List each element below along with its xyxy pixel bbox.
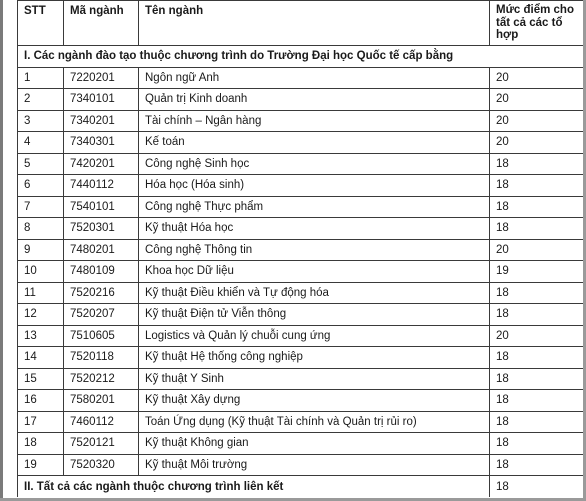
cell-ten-nganh: Khoa học Dữ liệu: [139, 261, 490, 283]
section-heading-2: II. Tất cả các ngành thuộc chương trình liên kết: [18, 476, 490, 498]
cell-ten-nganh: Công nghệ Thực phẩm: [139, 196, 490, 218]
table-row: [18, 261, 585, 283]
cell-muc-diem: 19: [490, 261, 585, 283]
table-row: [18, 433, 585, 455]
cell-ten-nganh: Kỹ thuật Không gian: [139, 433, 490, 455]
cell-stt: 14: [18, 347, 64, 369]
cell-ma-nganh: 7520216: [64, 282, 139, 304]
cell-stt: 11: [18, 282, 64, 304]
cell-stt: 8: [18, 218, 64, 240]
cell-stt: 10: [18, 261, 64, 283]
cell-stt: 9: [18, 239, 64, 261]
cell-stt: 7: [18, 196, 64, 218]
table-row: [18, 390, 585, 412]
cell-stt: 12: [18, 304, 64, 326]
table-row: [18, 110, 585, 132]
cell-ten-nganh: Kế toán: [139, 132, 490, 154]
cell-ma-nganh: 7510605: [64, 325, 139, 347]
cell-stt: 3: [18, 110, 64, 132]
cell-ten-nganh: Hóa học (Hóa sinh): [139, 175, 490, 197]
cell-ma-nganh: 7520118: [64, 347, 139, 369]
cell-ma-nganh: 7520212: [64, 368, 139, 390]
table-row: [18, 218, 585, 240]
table-row: [18, 89, 585, 111]
cell-stt: 13: [18, 325, 64, 347]
cell-muc-diem: 18: [490, 304, 585, 326]
cell-ma-nganh: 7440112: [64, 175, 139, 197]
section-heading-row: [18, 46, 585, 68]
header-ma-nganh: Mã ngành: [64, 1, 139, 46]
cell-ma-nganh: 7340301: [64, 132, 139, 154]
cell-ten-nganh: Công nghệ Sinh học: [139, 153, 490, 175]
cell-ma-nganh: 7460112: [64, 411, 139, 433]
table-row: [18, 368, 585, 390]
cell-ten-nganh: Kỹ thuật Hóa học: [139, 218, 490, 240]
cell-ma-nganh: 7520207: [64, 304, 139, 326]
cell-ma-nganh: 7480201: [64, 239, 139, 261]
cell-muc-diem: 20: [490, 110, 585, 132]
header-ten-nganh: Tên ngành: [139, 1, 490, 46]
table-row: [18, 304, 585, 326]
table-row: [18, 347, 585, 369]
cell-ma-nganh: 7520320: [64, 454, 139, 476]
cell-stt: 4: [18, 132, 64, 154]
cell-ma-nganh: 7340101: [64, 89, 139, 111]
cell-ma-nganh: 7520121: [64, 433, 139, 455]
cell-muc-diem: 20: [490, 67, 585, 89]
table-row: [18, 325, 585, 347]
cell-ten-nganh: Logistics và Quản lý chuỗi cung ứng: [139, 325, 490, 347]
table-row: [18, 239, 585, 261]
cell-muc-diem: 18: [490, 433, 585, 455]
cell-ten-nganh: Ngôn ngữ Anh: [139, 67, 490, 89]
cell-stt: 19: [18, 454, 64, 476]
section-heading-1: I. Các ngành đào tạo thuộc chương trình do Trường Đại học Quốc tế cấp bằng: [18, 46, 585, 68]
cell-stt: 18: [18, 433, 64, 455]
cell-ten-nganh: Kỹ thuật Hệ thống công nghiệp: [139, 347, 490, 369]
cell-muc-diem: 18: [490, 347, 585, 369]
cell-muc-diem: 18: [490, 454, 585, 476]
cell-muc-diem: 18: [490, 411, 585, 433]
table-row: [18, 153, 585, 175]
cell-ten-nganh: Công nghệ Thông tin: [139, 239, 490, 261]
cell-ma-nganh: 7220201: [64, 67, 139, 89]
cell-stt: 17: [18, 411, 64, 433]
table-row: [18, 411, 585, 433]
cell-muc-diem: 18: [490, 218, 585, 240]
cell-muc-diem: 18: [490, 368, 585, 390]
cell-ten-nganh: Toán Ứng dụng (Kỹ thuật Tài chính và Quản trị rủi ro): [139, 411, 490, 433]
table-row: [18, 454, 585, 476]
table-row: [18, 282, 585, 304]
cell-muc-diem: 18: [490, 390, 585, 412]
cell-stt: 15: [18, 368, 64, 390]
cell-ten-nganh: Tài chính – Ngân hàng: [139, 110, 490, 132]
cell-muc-diem: 20: [490, 325, 585, 347]
cell-muc-diem: 20: [490, 89, 585, 111]
cell-ten-nganh: Kỹ thuật Điện tử Viễn thông: [139, 304, 490, 326]
cell-muc-diem: 18: [490, 476, 585, 498]
cell-stt: 2: [18, 89, 64, 111]
cell-ten-nganh: Quản trị Kinh doanh: [139, 89, 490, 111]
cell-ma-nganh: 7480109: [64, 261, 139, 283]
cell-muc-diem: 18: [490, 196, 585, 218]
cell-ten-nganh: Kỹ thuật Môi trường: [139, 454, 490, 476]
section-heading-row: [18, 476, 585, 498]
table-row: [18, 196, 585, 218]
cell-stt: 6: [18, 175, 64, 197]
cell-stt: 5: [18, 153, 64, 175]
cell-muc-diem: 18: [490, 175, 585, 197]
header-muc-diem: Mức điểm cho tất cả các tổ hợp: [490, 1, 585, 46]
table-header-row: [18, 1, 585, 46]
admission-score-table: [17, 0, 585, 497]
cell-ma-nganh: 7540101: [64, 196, 139, 218]
cell-muc-diem: 18: [490, 282, 585, 304]
table-row: [18, 132, 585, 154]
cell-stt: 16: [18, 390, 64, 412]
cell-ma-nganh: 7420201: [64, 153, 139, 175]
cell-ten-nganh: Kỹ thuật Điều khiển và Tự động hóa: [139, 282, 490, 304]
cell-ma-nganh: 7520301: [64, 218, 139, 240]
cell-muc-diem: 20: [490, 132, 585, 154]
cell-ten-nganh: Kỹ thuật Y Sinh: [139, 368, 490, 390]
cell-muc-diem: 20: [490, 239, 585, 261]
cell-muc-diem: 18: [490, 153, 585, 175]
cell-ma-nganh: 7580201: [64, 390, 139, 412]
cell-ten-nganh: Kỹ thuật Xây dựng: [139, 390, 490, 412]
table-row: [18, 175, 585, 197]
header-stt: STT: [18, 1, 64, 46]
cell-stt: 1: [18, 67, 64, 89]
table-row: [18, 67, 585, 89]
cell-ma-nganh: 7340201: [64, 110, 139, 132]
